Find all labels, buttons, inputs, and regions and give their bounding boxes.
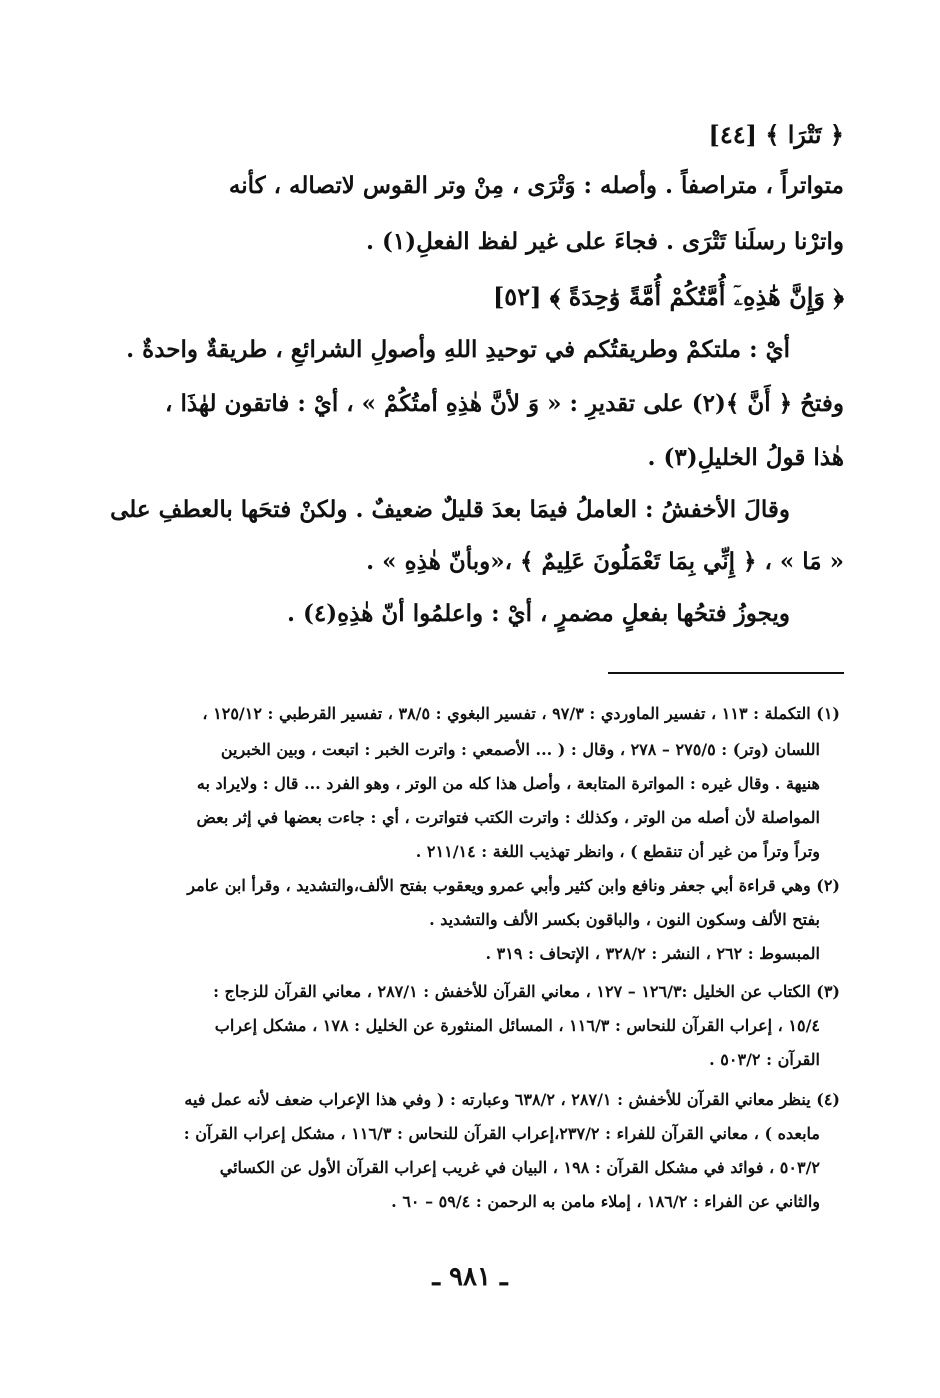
footnote-line: (١) التكملة : ١١٣ ، تفسير الماوردي : ٩٧/٣ ، تفسير البغوي : ٣٨/٥ ، تفسير القرطبي : ١٢٥/١٢ ، (202, 704, 840, 723)
footnote-line: اللسان (وتر) : ٢٧٥/٥ – ٢٧٨ ، وقال : ( ... الأصمعي : واترت الخبر : اتبعت ، وبين الخبرين (220, 740, 820, 759)
verse-heading: ﴿ وَإِنَّ هَٰذِهِۦٓ أُمَّتُكُمْ أُمَّةً وَٰحِدَةً ﴾ [٥٢] (492, 282, 844, 311)
body-line: وفتحُ ﴿ أَنَّ ﴾(٢) على تقديرِ : « وَ لأنَّ هٰذِهِ أمتُكُمْ » ، أيْ : فاتقون لهٰذَا ، (165, 390, 844, 417)
footnote-line: ١٥/٤ ، إعراب القرآن للنحاس : ١١٦/٣ ، المسائل المنثورة عن الخليل : ١٧٨ ، مشكل إعراب (214, 1016, 820, 1035)
footnote-line: القرآن : ٥٠٣/٢ . (709, 1050, 820, 1069)
footnote-line: المواصلة لأن أصله من الوتر ، وكذلك : واترت الكتب فتواترت ، أي : جاءت بعضها في إثر بعض (196, 808, 820, 827)
footnote-line: والثاني عن الفراء : ١٨٦/٢ ، إملاء مامن به الرحمن : ٥٩/٤ – ٦٠ . (391, 1192, 820, 1211)
body-line: هٰذا قولُ الخليلِ(٣) . (647, 444, 844, 471)
body-line: واترْنا رسلَنا تَتْرَى . فجاءَ على غير لفظ الفعلِ(١) . (365, 228, 844, 255)
footnote-line: ٥٠٣/٢ ، فوائد في مشكل القرآن : ١٩٨ ، البيان في غريب إعراب القرآن الأول عن الكسائي (219, 1158, 820, 1177)
footnote-line: (٢) وهي قراءة أبي جعفر ونافع وابن كثير وأبي عمرو ويعقوب بفتح الألف،والتشديد ، وقرأ ابن عامر (187, 876, 840, 895)
body-line: أيْ : ملتكمْ وطريقتُكم في توحيدِ اللهِ وأصولِ الشرائعِ ، طريقةٌ واحدةٌ . (126, 336, 790, 363)
footnote-line: (٣) الكتاب عن الخليل :١٢٦/٣ – ١٢٧ ، معاني القرآن للأخفش : ٢٨٧/١ ، معاني القرآن للزجاج : (213, 982, 840, 1001)
body-line: « مَا » ، ﴿ إِنِّي بِمَا تَعْمَلُونَ عَلِيمٌ ﴾ ،«وبأنّ هٰذِهِ » . (366, 548, 844, 575)
footnote-line: بفتح الألف وسكون النون ، والباقون بكسر الألف والتشديد . (429, 910, 820, 929)
footnote-line: وتراً وتراً من غير أن تنقطع ) ، وانظر تهذيب اللغة : ٢١١/١٤ . (415, 842, 820, 861)
footnote-line: المبسوط : ٢٦٢ ، النشر : ٣٢٨/٢ ، الإتحاف : ٣١٩ . (485, 944, 820, 963)
body-line: ويجوزُ فتحُها بفعلٍ مضمرٍ ، أيْ : واعلمُوا أنّ هٰذِهِ(٤) . (287, 600, 790, 627)
footnote-line: (٤) ينظر معاني القرآن للأخفش : ٢٨٧/١ ، ٦٣٨/٢ وعبارته : ( وفي هذا الإعراب ضعف لأنه عمل فيه (184, 1090, 840, 1109)
footnote-separator (608, 672, 844, 674)
body-line: متواتراً ، متراصفاً . وأصله : وَتْرَى ، مِنْ وتر القوس لاتصاله ، كأنه (228, 172, 844, 199)
page-number: ـ ٩٨١ ـ (432, 1262, 508, 1292)
footnote-line: هنيهة . وقال غيره : المواترة المتابعة ، وأصل هذا كله من الوتر ، وهو الفرد ... قال : ولايراد به (196, 774, 820, 793)
footnote-line: مابعده ) ، معاني القرآن للفراء : ٢٣٧/٢،إعراب القرآن للنحاس : ١١٦/٣ ، مشكل إعراب القرآن : (183, 1124, 820, 1143)
body-line: وقالَ الأخفشُ : العاملُ فيمَا بعدَ قليلٌ ضعيفٌ . ولكنْ فتحَها بالعطفِ على (110, 496, 790, 523)
verse-heading: ﴿ تَتْرَا ﴾ [٤٤] (708, 120, 844, 149)
